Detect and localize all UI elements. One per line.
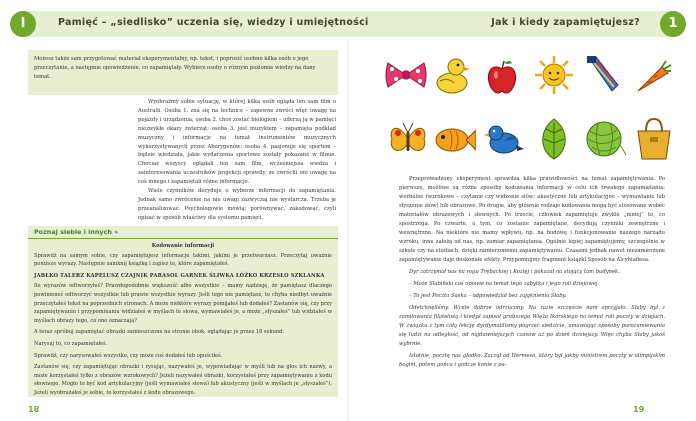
body-paragraph: Przeprowadzony eksperyment sprawdza kilka prawidłowości na temat zapamiętywania. Po pierwsze, możliwe są różne sposoby kodowania informacji w celu ich trwałego zapamiętania: werbalne (wzrokowe – czytanie czy widzenie słów; akustyczne lub artykulacyjne – wymawianie lub słyszenie słów) lub obrazowe. Po drugie, aby głównie rodzaje kodowania mogą być stosowane wobec materiałów obrazowych i słownych. Po trzecie, człowiek zapamiętuje zwykle „mniej” to, co spostrzega. Po czwarte, o tym, co zostanie zapamiętane, decydują czynniki zewnętrzne i wewnętrzne. Na niektóre nie mamy wpływu, np. na budowę i funkcjonowanie naszego narządu wzroku, inne zależą od nas, np. zamiar zapamiętania. Ogólnie lepiej zapamiętujemy, szczególnie w szkole czy na studiach, dzięki zamierzonemu zapamiętywaniu. Czasami jednak nawet niezamierzone zapamiętywanie daje doskonałe efekty. Przypomnijmy fragment książki Sposób na Alcybiadesa. [399,176,665,263]
exercise-box-title: Poznaj siebie i innych » [34,228,119,236]
quote-paragraph: Odetchnęliśmy. Wcale dobrze odrzucony. Na razie szczęście nam sprzyjało. Słaby był z zamiłowania filatelistą i kiedyś zapisał grubszego Więża Ikarskiego na temat roli poczty w dziejach. W związku z tym całą lekcję dyrdymalilismy pogrzeć siedzicie, umawiając sposoby porozumiewania się ludzi na odległość, od najdawniejszych czasów aż po dzień dzisiejszy. Więc chyba Słaby jakoś wybrnie. [399,305,665,347]
chapter-badge-right: 1 [660,11,686,37]
handbag-icon [634,117,674,161]
apple-icon [484,57,520,97]
body-paragraph: Wiele czynników decyduje o wyborze informacji do zapamiętania. Jednak samo zwrócenie na nie uwagi zazwyczaj nie wystarcza. Trzeba je przeanalizować. Psychologowie mówią: porównywać, zakodować, czyli opisać w sposób właściwy dla systemu pamięci. [138,188,336,221]
page-header [10,11,686,37]
left-body-text [138,98,336,223]
exercise-paragraph: A teraz spróbuj zapamiętać obrazki zamieszczone na stronie obok, oglądając je przez 18 sekund. [34,329,285,336]
quote-paragraph: Dyr zatrzymał nas na rogu Trębackiej i Kozięj i pokazał na stojący tam budynek. [409,269,620,275]
exercise-paragraph: Sprawdź na samym sobie, czy zapamiętujesz informacje takimi, jakimi je przetwarzasz. Przeczytaj uważnie poniższe wyrazy. Następnie zamknij książkę i zapisz te, które zapamiętałeś. [34,252,332,268]
exercise-box [28,226,338,397]
bird-icon [484,119,524,159]
right-body-text [399,175,665,370]
chapter-badge-left: I [10,11,36,37]
running-title-left: Pamięć – „siedlisko” uczenia się, wiedzy i umiejętności [58,17,369,28]
tie-icon [584,55,620,95]
exercise-box-header [28,226,338,239]
exercise-paragraph: Zastanów się, czy zapamiętując obrazki i rysując, nazywałeś je, wypowiadając w myśli lub na głos ich nazwy, a może korzystałeś tylko z obrazów wzrokowych? Jeżeli nazywałeś obrazki, korzystałeś przy zapamiętywaniu z kodu słownego. Mogło to być kod artykulacyjny (jeśli wymawiałeś słowa) lub akustyczny (jeśli w myślach je „słyszałeś”). Jeżeli wyobrażałeś je sobie, to korzystałeś z kodu obrazowego. [34,364,332,396]
body-paragraph: Wyobraźmy sobie sytuację, w której kilka osób ogląda ten sam film o Australii. Osoba 1. zna się na technice – zapewne zwróci więc uwagę na pojazdy i urządzenia; osoba 2. chce zostać biologiem – uderzą ją w pamięci niezwykłe okazy zwierząt; osoba 3. jest muzykiem – zapamięta podkład muzyczny i informacje na temat instrumentów muzycznych wykorzystywanych przez Aborygenów; osoba 4. pasjonuje się sportem – będzie wiedziała, jakie wydarzenia sportowe zostały pokazane w filmie. Chociaż wszyscy oglądali ten sam film, wcześniejsza wiedza i zainteresowania uczestników projekcji sprawiły, że zwrócili oni uwagę na coś innego i zapamiętali różne informacje. [138,99,336,186]
exercise-paragraph: Narysuj to, co zapamiętałeś. [34,340,108,347]
exercise-subtitle: Kodowanie informacji [151,243,215,249]
page-number-right: 19 [633,405,645,414]
carrot-icon [634,59,672,95]
bow-icon [384,57,428,93]
page-number-left: 18 [28,405,40,414]
butterfly-icon [388,119,428,161]
quote-paragraph: – To jest Poczta Saska – odpowiedział bez zająknienia Słaby. [409,293,567,299]
yarn-ball-icon [584,119,626,159]
leaf-icon [534,117,574,161]
quote-paragraph: – Może Słabiński coś opowie na temat tego zabytku i jego roli dziejowej. [409,281,600,287]
exercise-paragraph: Sprawdź, czy narysowałeś wszystko, czy może coś dodałeś lub opuściłeś. [34,352,223,359]
duck-icon [434,55,470,95]
word-list: JABŁKO TALERZ KAPELUSZ CZAJNIK PARASOL GARNEK ŚLIWKA ŁÓŻKO KRZESŁO SZKLANKA [34,272,325,279]
exercise-paragraph: Ile wyrazów odtworzyłeś? Prawdopodobnie większość albo wszystkie – mamy nadzieję, że pamiętasz dlaczego powinieneś odtworzyć wszystkie lub prawie wszystkie wyrazy. Jeśli tego nie pamiętasz, to chyba niedbyt uważnie przeczytałeś tekst na poprzednich stronach. A może niektóre wyrazy pomijałeś lub dodałeś? Zastanów się, czy przy zapamiętywaniu i przypominaniu widziałeś w myślach te słowa, wymawiałeś je, a może „słyszałeś” lub widziałeś w myślach obrazy tego, co one oznaczają? [34,283,332,324]
quote-paragraph: Istotnie, pocztę nas gładko. Zaczął od Hermesa, który był jakby ministrem poczty w olimpijskim bogini, potem gońca i gończe konie z pa- [399,353,665,368]
fish-icon [434,123,476,157]
picture-grid [384,55,674,165]
running-title-right: Jak i kiedy zapamiętujesz? [491,17,640,28]
intro-box: Możesz także sam przygotować materiał eksperymentalny, np. tekst, i poprosić osobno kilka osób o jego przeczytanie, a następnie opowiedzenie, co zapamiętały. Wybierz osoby o różnym poziomie wiedzy na dany temat. [28,50,338,95]
exercise-box-body [34,242,332,401]
sun-icon [534,55,574,95]
page-gutter [347,40,349,421]
